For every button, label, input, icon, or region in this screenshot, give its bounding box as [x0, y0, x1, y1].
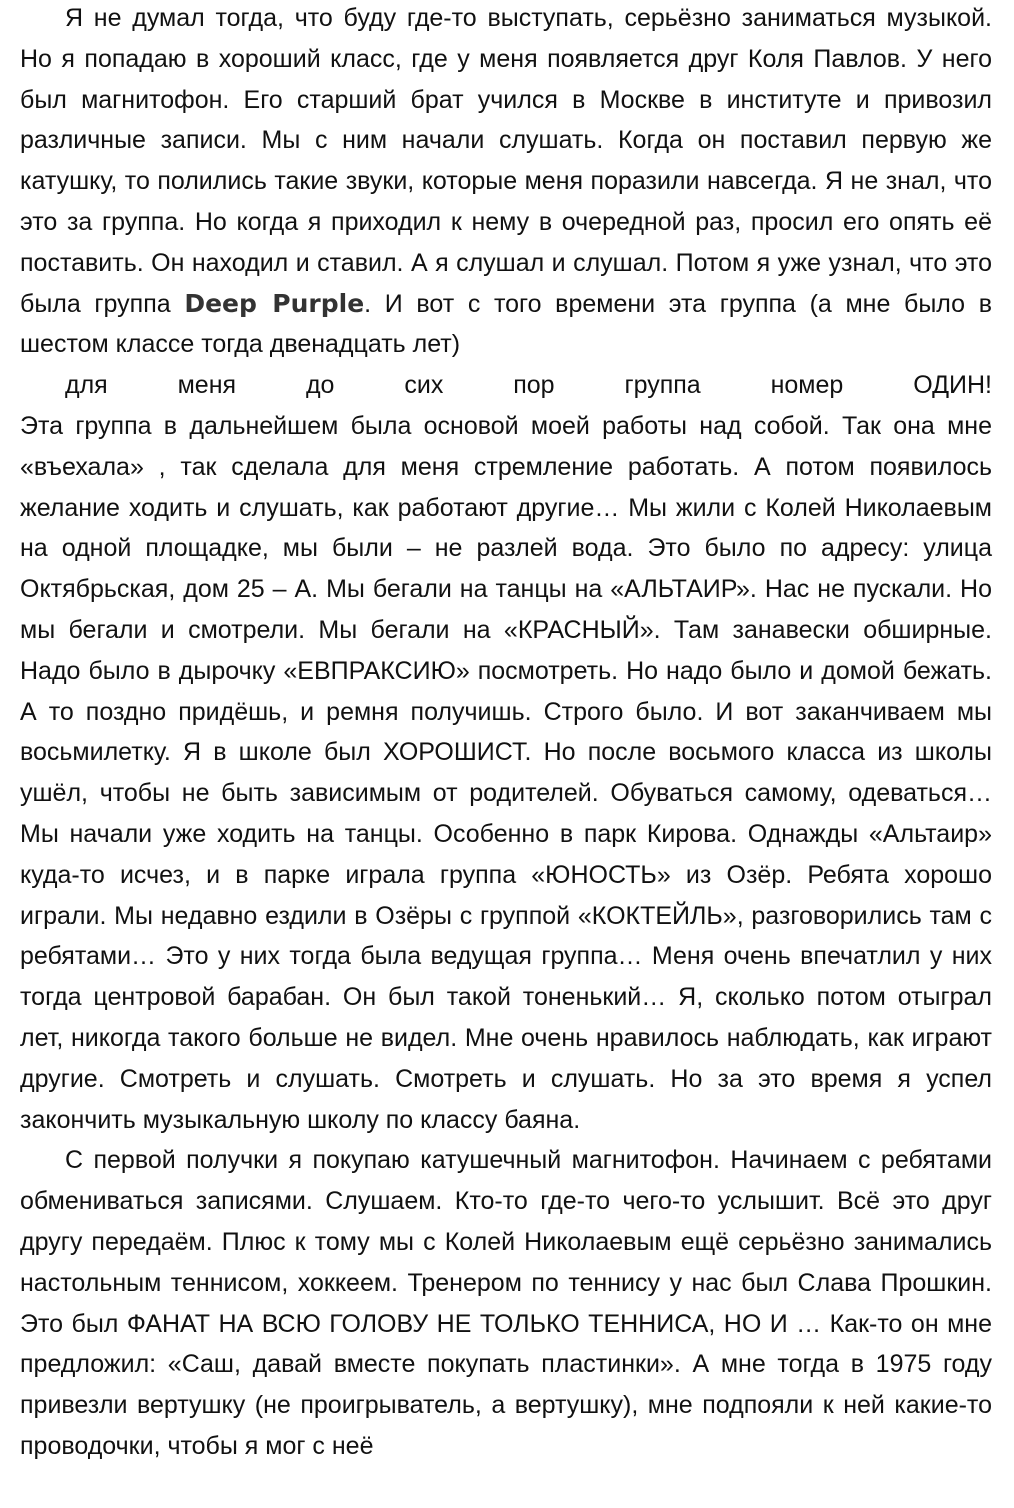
paragraph-1-spread-line: для меня до сих пор группа номер ОДИН! — [65, 371, 992, 400]
paragraph-2: Эта группа в дальнейшем была основой моей работы над собой. Так она мне «въехала» , так сделала для меня стремление работать. А потом появилось желание ходить и слушать, как работают другие… Мы жили с Колей Николаевым на одной площадке, мы были – не разлей вода. Это было по адресу: улица Октябрьская, дом 25 – А. Мы бегали на танцы на «АЛЬТАИР». Нас не пускали. Но мы бегали и смотрели. Мы бегали на «КРАСНЫЙ». Там занавески обширные. Надо было в дырочку «ЕВПРАКСИЮ» посмотреть. Но надо было и домой бежать. А то поздно придёшь, и ремня получишь. Строго было. И вот заканчиваем мы восьмилетку. Я в школе был ХОРОШИСТ. Но после восьмого класса из школы ушёл, чтобы не быть зависимым от родителей. Обуваться самому, одеваться… Мы начали уже ходить на танцы. Особенно в парк Кирова. Однажды «Альтаир» куда-то исчез, и в парке играла группа «ЮНОСТЬ» из Озёр. Ребята хорошо играли. Мы недавно ездили в Озёры с группой «КОКТЕЙЛЬ», разговорились там с ребятами… Это у них тогда была ведущая группа… Меня очень впечатлил у них тогда центровой барабан. Он был такой тоненький… Я, сколько потом отыграл лет, никогда такого больше не видел. Мне очень нравилось наблюдать, как играют другие. Смотреть и слушать. Смотреть и слушать. Но за это время я успел закончить музыкальную школу по классу баяна. — [20, 411, 992, 1134]
band-name: Deep Purple — [184, 288, 365, 318]
paragraph-1 — [20, 0, 992, 406]
paragraph-1-text-start: Я не думал тогда, что буду где-то выступать, серьёзно заниматься музыкой. Но я попадаю в хороший класс, где у меня появляется друг Коля Павлов. У него был магнитофон. Его старший брат учился в Москве в институте и привозил различные записи. Мы с ним начали слушать. Когда он поставил первую же катушку, то полились такие звуки, которые меня поразили навсегда. Я не знал, что это за группа. Но когда я приходил к нему в очередной раз, просил его опять её поставить. Он находил и ставил. А я слушал и слушал. Потом я уже узнал, что это была группа — [20, 4, 992, 318]
document-page — [20, 0, 992, 1467]
paragraph-3: С первой получки я покупаю катушечный магнитофон. Начинаем с ребятами обмениваться записями. Слушаем. Кто-то где-то чего-то услышит. Всё это друг другу передаём. Плюс к тому мы с Колей Николаевым ещё серьёзно занимались настольным теннисом, хоккеем. Тренером по теннису у нас был Слава Прошкин. Это был ФАНАТ НА ВСЮ ГОЛОВУ НЕ ТОЛЬКО ТЕННИСА, НО И … Как-то он мне предложил: «Саш, давай вместе покупать пластинки». А мне тогда в 1975 году привезли вертушку (не проигрыватель, а вертушку), мне подпояли к ней какие-то проводочки, чтобы я мог с неё — [20, 1146, 992, 1460]
paragraph-1-text-end: . И вот с того времени эта группа (а мне было в шестом классе тогда двенадцать лет) — [20, 289, 992, 359]
